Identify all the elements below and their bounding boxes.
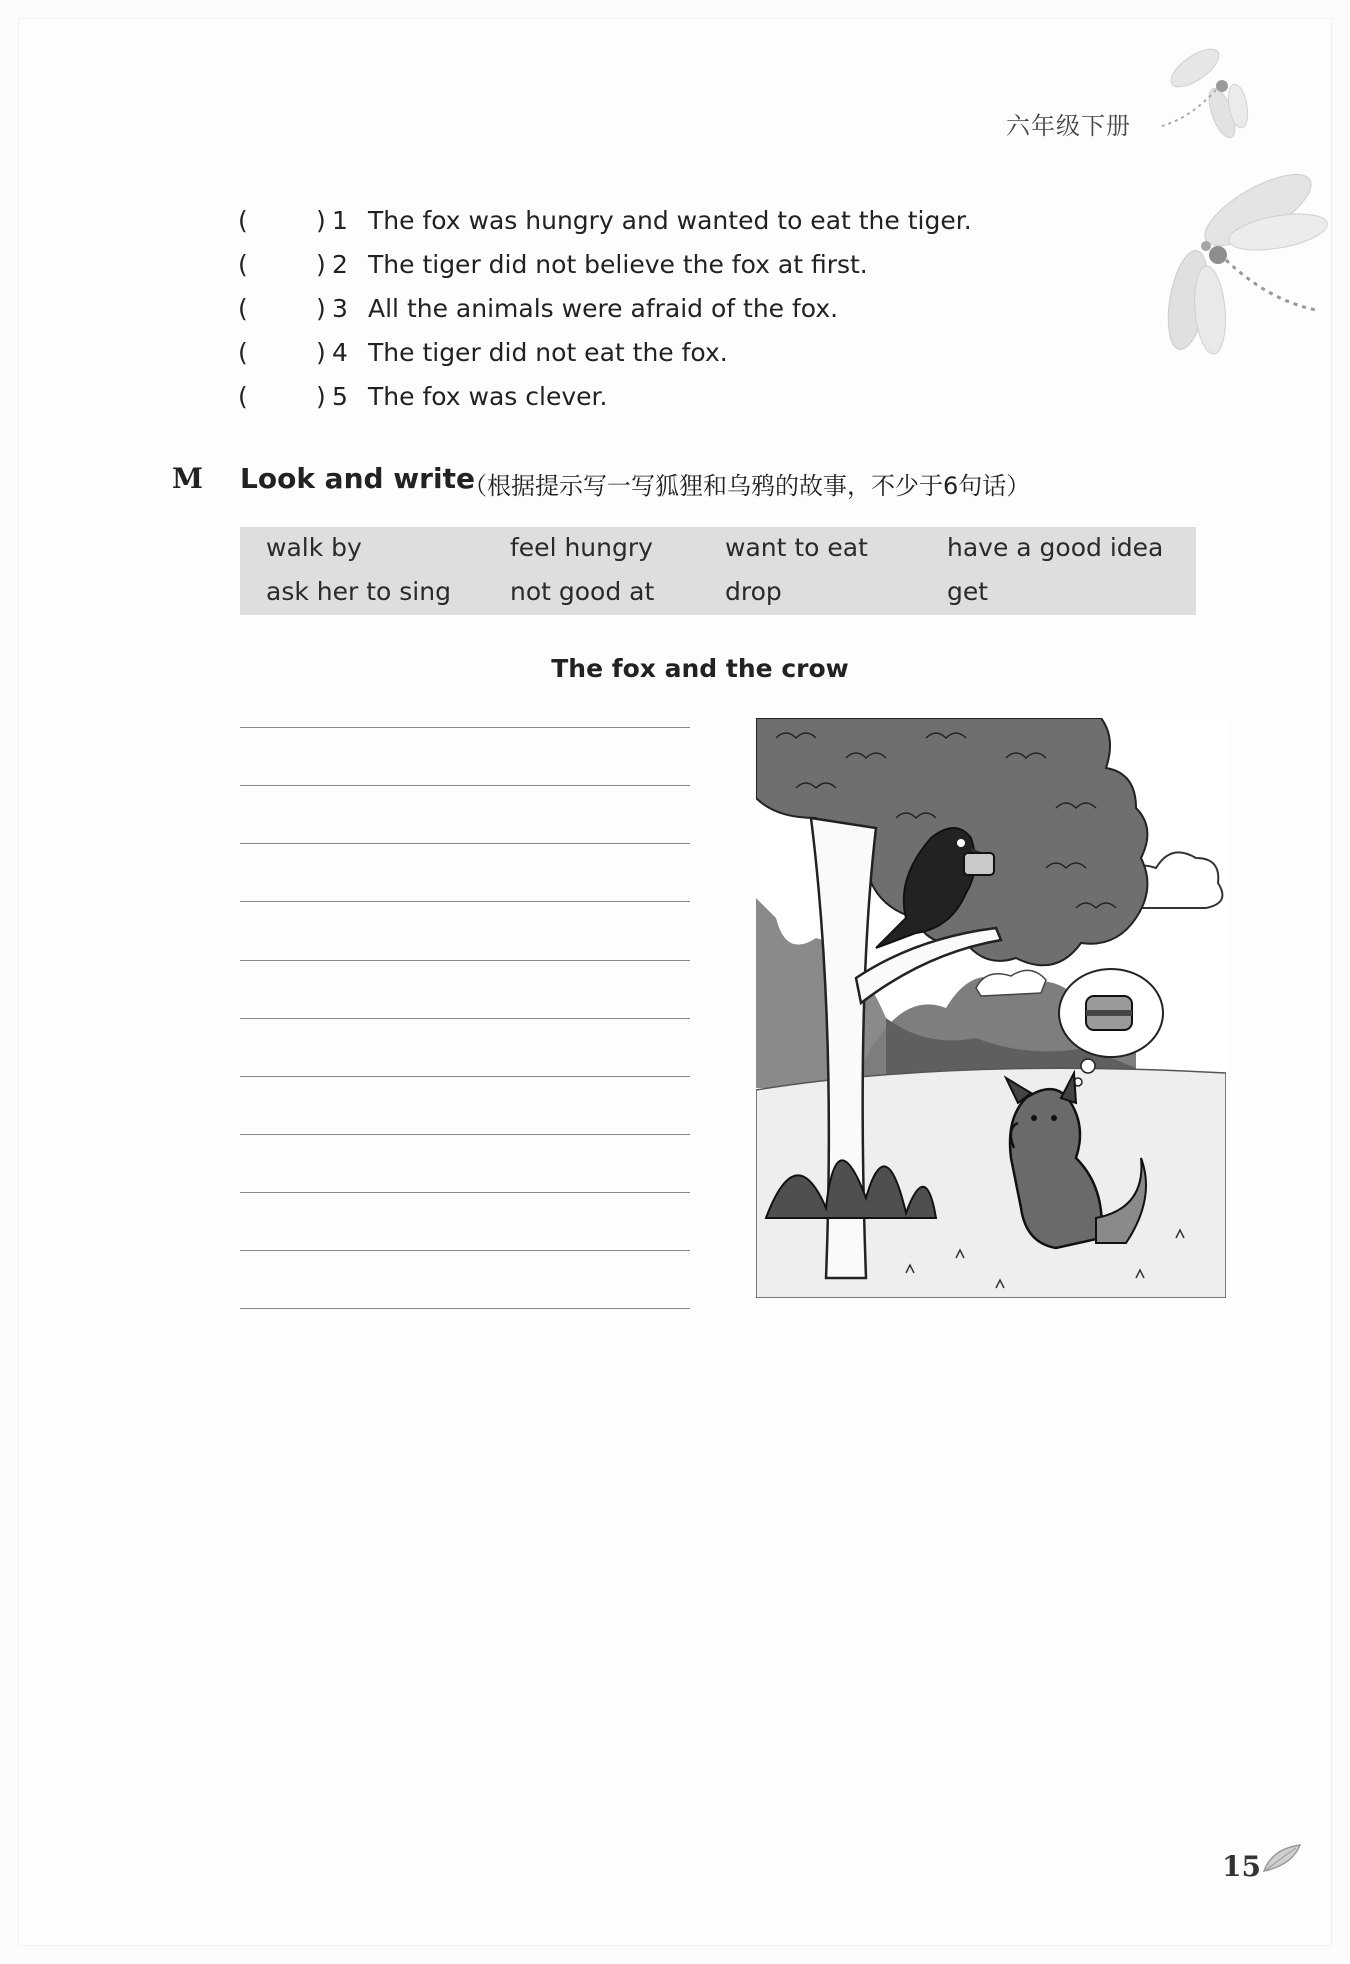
word-bank-item: want to eat xyxy=(725,533,868,562)
answer-paren-open: ( xyxy=(238,382,248,411)
word-bank-item: ask her to sing xyxy=(266,577,451,606)
dragonfly-icon xyxy=(1150,28,1260,168)
dragonfly-icon xyxy=(1148,160,1328,370)
word-bank xyxy=(240,527,1196,615)
leaf-icon xyxy=(1262,1843,1302,1873)
writing-line[interactable] xyxy=(240,901,690,902)
section-title: Look and write xyxy=(240,462,475,495)
writing-line[interactable] xyxy=(240,1018,690,1019)
item-number: 5 xyxy=(332,382,348,411)
answer-paren-close: ) xyxy=(316,382,326,411)
answer-paren-close: ) xyxy=(316,206,326,235)
writing-line[interactable] xyxy=(240,1308,690,1309)
item-number: 3 xyxy=(332,294,348,323)
writing-line[interactable] xyxy=(240,785,690,786)
item-statement: The tiger did not believe the fox at first. xyxy=(368,250,868,279)
grade-label: 六年级下册 xyxy=(1006,112,1131,140)
answer-paren-close: ) xyxy=(316,250,326,279)
writing-line[interactable] xyxy=(240,1134,690,1135)
writing-line[interactable] xyxy=(240,960,690,961)
section-letter: M xyxy=(172,462,203,495)
word-bank-item: have a good idea xyxy=(947,533,1164,562)
answer-paren-open: ( xyxy=(238,338,248,367)
fox-and-crow-illustration xyxy=(756,718,1226,1298)
word-bank-item: feel hungry xyxy=(510,533,653,562)
answer-paren-close: ) xyxy=(316,294,326,323)
writing-line[interactable] xyxy=(240,1192,690,1193)
item-statement: All the animals were afraid of the fox. xyxy=(368,294,839,323)
answer-paren-open: ( xyxy=(238,250,248,279)
writing-line[interactable] xyxy=(240,1250,690,1251)
item-number: 1 xyxy=(332,206,348,235)
writing-line[interactable] xyxy=(240,1076,690,1077)
item-number: 4 xyxy=(332,338,348,367)
answer-paren-close: ) xyxy=(316,338,326,367)
item-statement: The fox was clever. xyxy=(368,382,608,411)
answer-paren-open: ( xyxy=(238,294,248,323)
word-bank-item: drop xyxy=(725,577,782,606)
page-number: 15 xyxy=(1222,1850,1261,1883)
item-number: 2 xyxy=(332,250,348,279)
writing-line[interactable] xyxy=(240,843,690,844)
word-bank-item: not good at xyxy=(510,577,655,606)
word-bank-item: get xyxy=(947,577,989,606)
item-statement: The tiger did not eat the fox. xyxy=(368,338,728,367)
story-title: The fox and the crow xyxy=(551,654,849,683)
writing-line[interactable] xyxy=(240,727,690,728)
section-instruction: （根据提示写一写狐狸和乌鸦的故事，不少于6句话） xyxy=(463,472,1031,500)
answer-paren-open: ( xyxy=(238,206,248,235)
item-statement: The fox was hungry and wanted to eat the tiger. xyxy=(368,206,972,235)
word-bank-item: walk by xyxy=(266,533,362,562)
